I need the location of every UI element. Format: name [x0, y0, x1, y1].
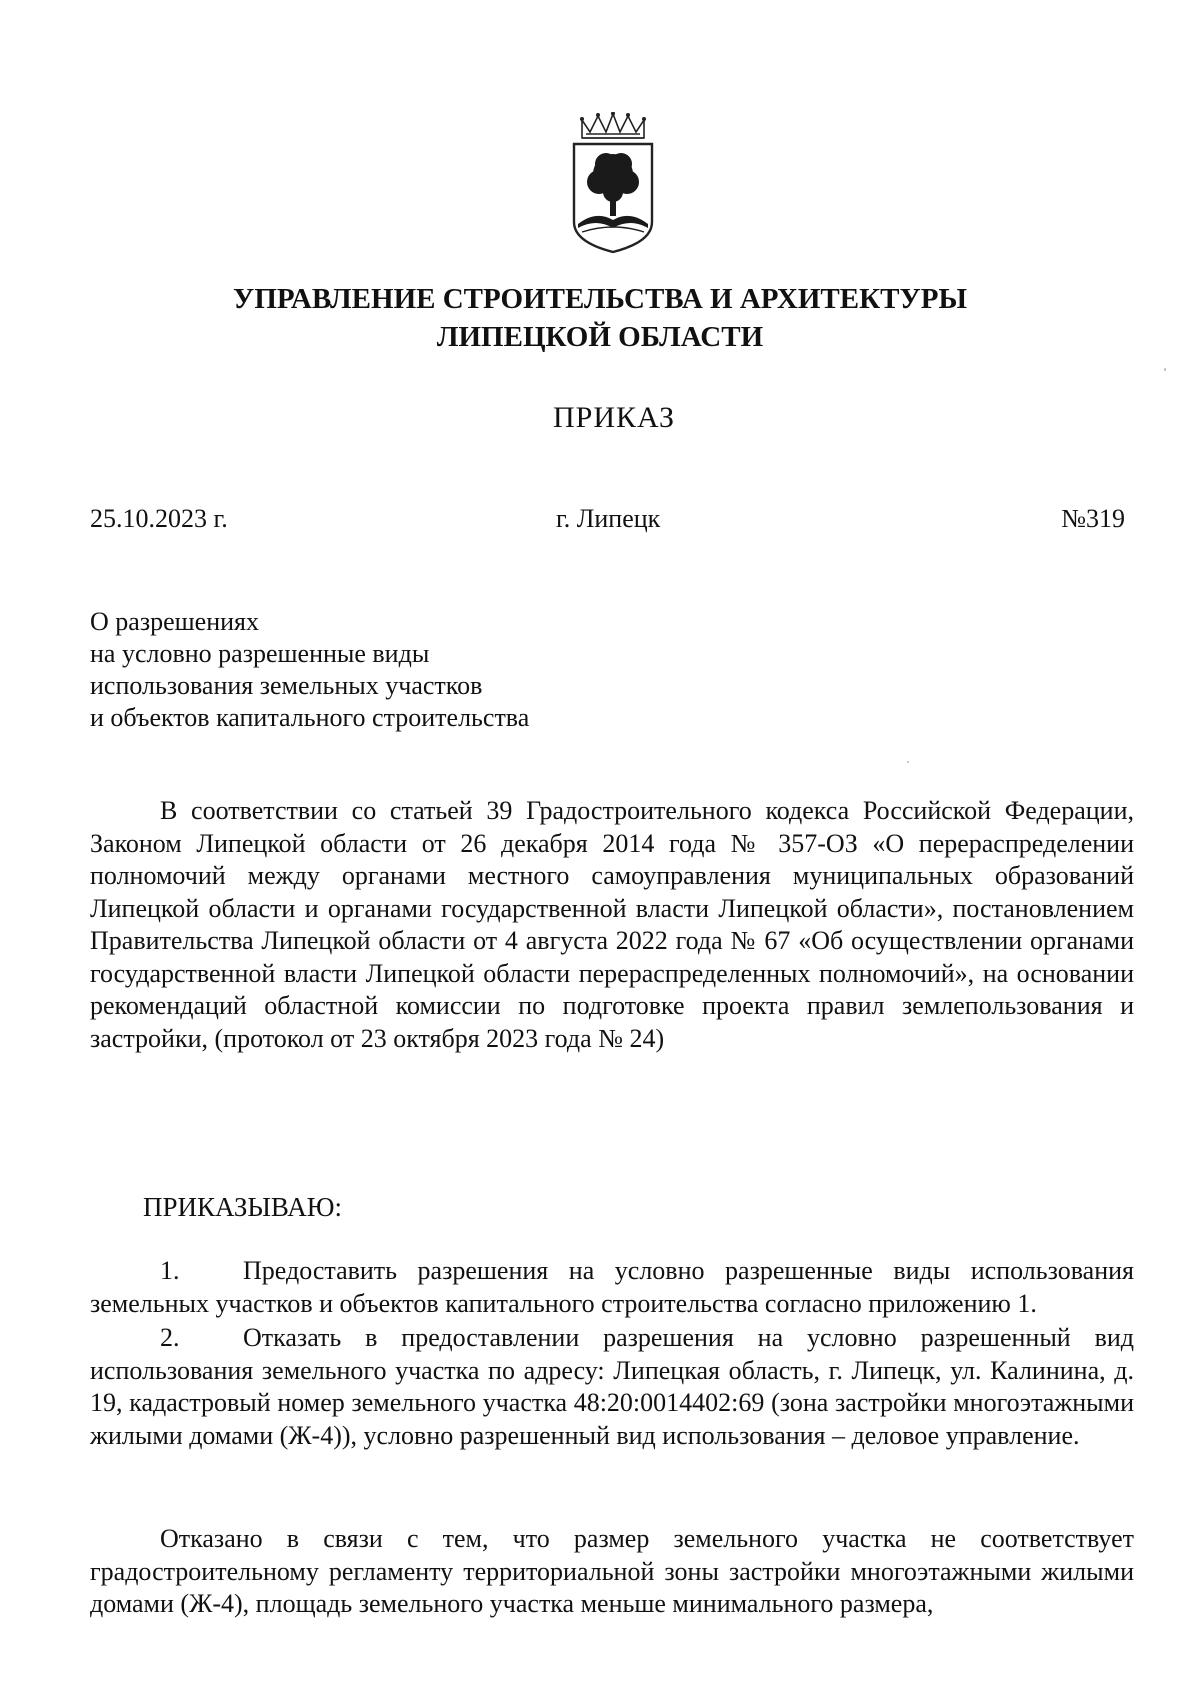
refusal-reason-paragraph: Отказано в связи с тем, что размер земельного участка не соответствует градостроительному регламенту территориальной зоны застройки многоэтажными жилыми домами (Ж-4), площадь земельного участка меньше минимального размера, — [90, 1524, 1134, 1618]
document-subject — [90, 606, 529, 734]
scan-speck — [1164, 368, 1166, 371]
order-item-text: Отказать в предоставлении разрешения на условно разрешенный вид использования земельного участка по адресу: Липецкая область, г. Липецк, ул. Калинина, д. 19, кадастровый номер земельного участка 48:20:0014402:69 (зона застройки многоэтажными жилыми домами (Ж-4)), условно разрешенный вид использования – деловое управление. — [90, 1323, 1134, 1450]
subject-line: О разрешениях — [90, 607, 259, 636]
scan-speck — [907, 761, 909, 763]
order-item-number: 1. — [160, 1256, 180, 1285]
preamble-paragraph: В соответствии со статьей 39 Градостроительного кодекса Российской Федерации, Законом Липецкой области от 26 декабря 2014 года № 357-ОЗ «О перераспределении полномочий между органами местного самоуправления муниципальных образований Липецкой области и органами государственной власти Липецкой области», постановлением Правительства Липецкой области от 4 августа 2022 года № 67 «Об осуществлении органами государственной власти Липецкой области перераспределенных полномочий», на основании рекомендаций областной комиссии по подготовке проекта правил землепользования и застройки, (протокол от 23 октября 2023 года № 24) — [90, 796, 1134, 1053]
order-item-number: 2. — [160, 1323, 180, 1352]
subject-line: использования земельных участков — [90, 671, 483, 700]
organization-line-1: УПРАВЛЕНИЕ СТРОИТЕЛЬСТВА И АРХИТЕКТУРЫ — [233, 283, 967, 315]
order-item — [90, 1255, 1134, 1320]
subject-line: и объектов капитального строительства — [90, 703, 530, 732]
coat-of-arms-icon — [568, 112, 658, 254]
order-heading: ПРИКАЗЫВАЮ: — [143, 1192, 342, 1222]
subject-line: на условно разрешенные виды — [90, 639, 430, 668]
organization-name — [0, 280, 1200, 356]
order-item — [90, 1322, 1134, 1452]
document-city: г. Липецк — [556, 504, 661, 533]
document-type: ПРИКАЗ — [553, 401, 675, 434]
order-item-text: Предоставить разрешения на условно разрешенные виды использования земельных участков и объектов капитального строительства согласно приложению 1. — [90, 1256, 1134, 1318]
document-meta-row — [90, 504, 1125, 540]
organization-line-2: ЛИПЕЦКОЙ ОБЛАСТИ — [436, 321, 764, 353]
document-date: 25.10.2023 г. — [90, 504, 228, 533]
document-number: №319 — [1061, 504, 1125, 533]
